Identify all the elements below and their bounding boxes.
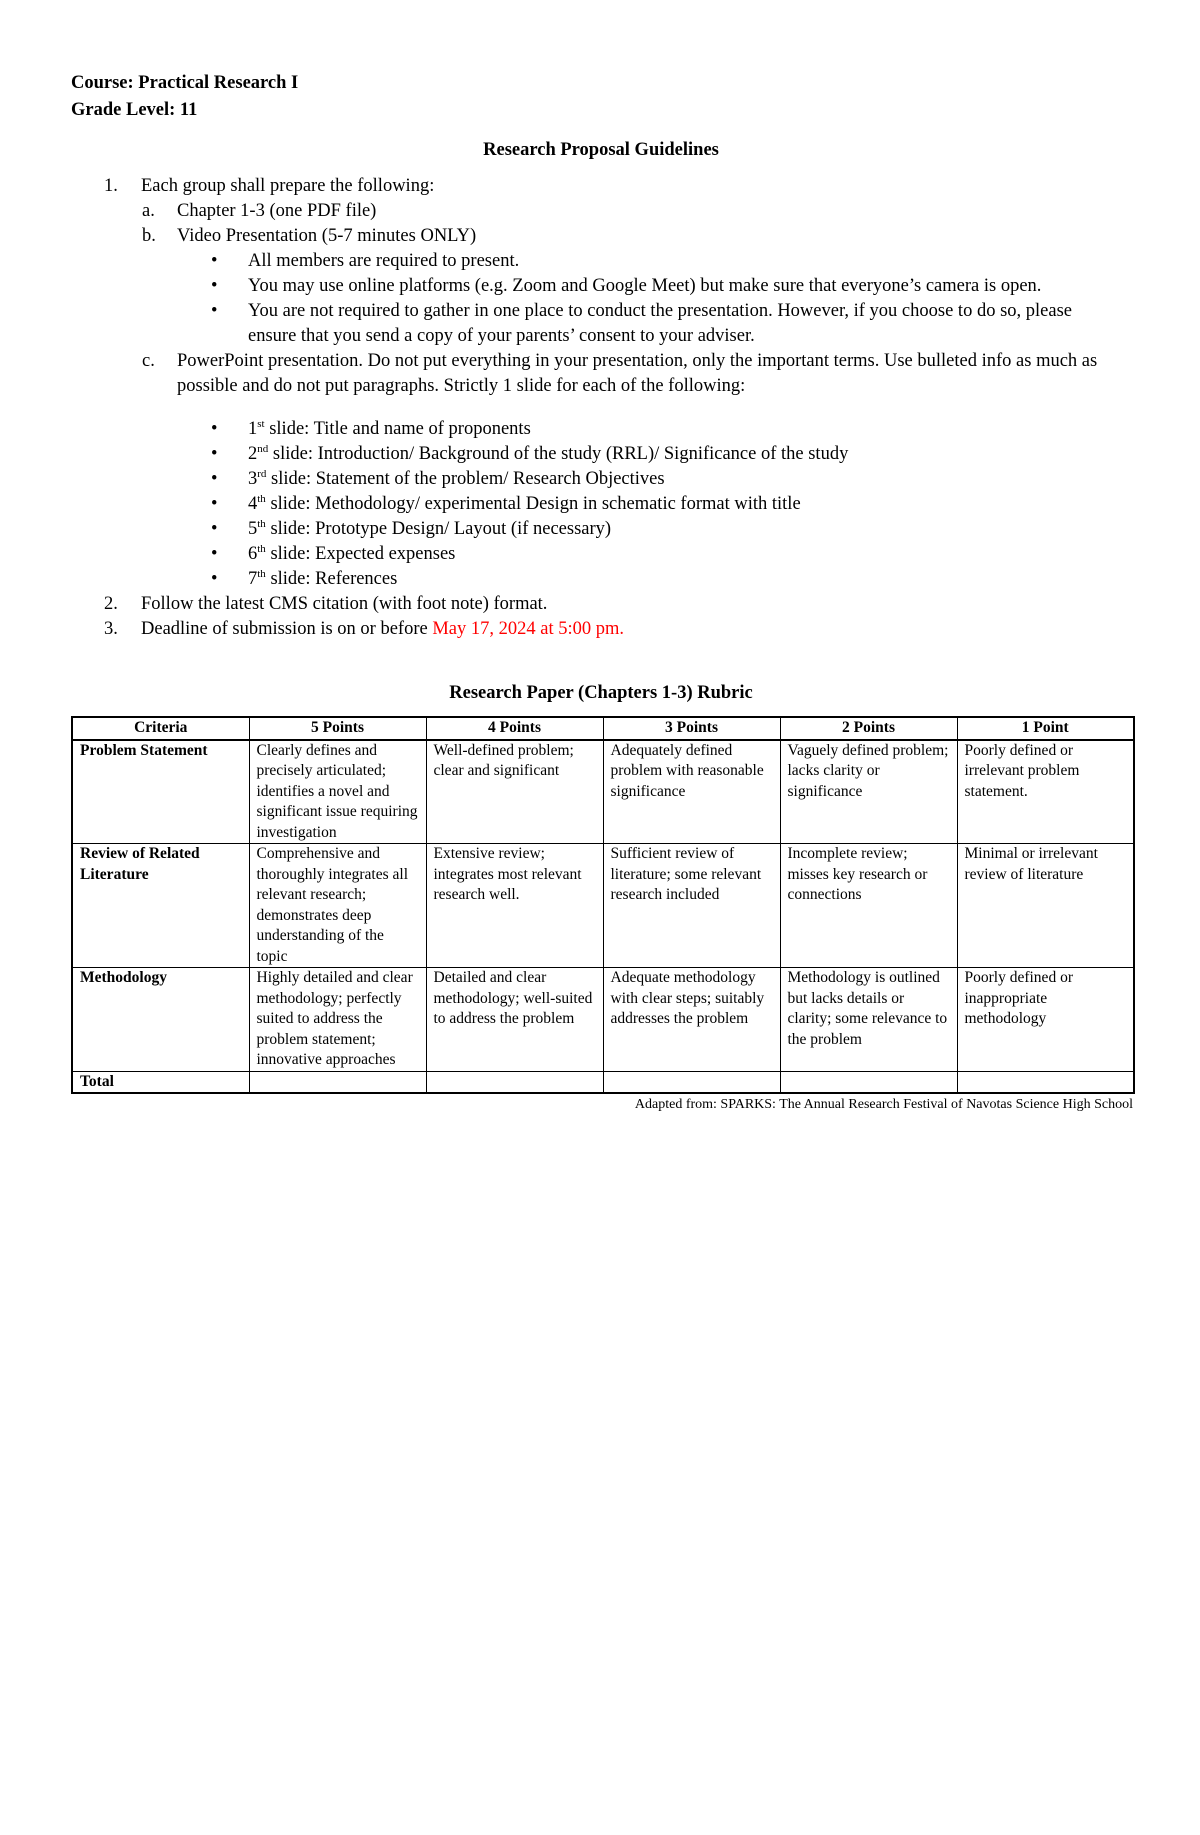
slide-item: • 1st slide: Title and name of proponents: [211, 418, 531, 439]
table-row-total: [72, 1071, 1134, 1093]
list-item: 2. Follow the latest CMS citation (with foot note) format.: [104, 594, 548, 614]
table-cell: Incomplete review; misses key research or connections: [780, 844, 957, 968]
table-row: [72, 968, 1134, 1072]
table-cell: Adequately defined problem with reasonable significance: [603, 740, 780, 844]
table-cell: [957, 1071, 1134, 1093]
guidelines-title: Research Proposal Guidelines: [483, 140, 719, 160]
bullet-item: • You may use online platforms (e.g. Zoom and Google Meet) but make sure that everyone’s camera is open.: [211, 276, 1042, 296]
bullet-item: • All members are required to present.: [211, 251, 520, 271]
slide-item: • 4th slide: Methodology/ experimental Design in schematic format with title: [211, 493, 801, 514]
table-cell: Vaguely defined problem; lacks clarity or significance: [780, 740, 957, 844]
list-item: 3. Deadline of submission is on or before May 17, 2024 at 5:00 pm.: [104, 619, 624, 639]
column-header: 4 Points: [426, 717, 603, 740]
list-item: a. Chapter 1-3 (one PDF file): [142, 201, 377, 221]
column-header: 2 Points: [780, 717, 957, 740]
column-header: 3 Points: [603, 717, 780, 740]
criteria-cell: Total: [72, 1071, 249, 1093]
table-cell: Adequate methodology with clear steps; suitably addresses the problem: [603, 968, 780, 1072]
deadline-date: May 17, 2024 at 5:00 pm.: [432, 619, 624, 639]
slide-item: • 7th slide: References: [211, 568, 398, 589]
course-line: Course: Practical Research I: [71, 73, 299, 93]
bullet-item: • You are not required to gather in one place to conduct the presentation. However, if you choose to do so, please ensure that you send a copy of your parents’ consent to your adviser.: [211, 301, 1072, 346]
table-cell: Extensive review; integrates most relevant research well.: [426, 844, 603, 968]
table-row: [72, 740, 1134, 844]
list-item: 1. Each group shall prepare the following:: [104, 176, 435, 196]
slide-item: • 3rd slide: Statement of the problem/ Research Objectives: [211, 468, 665, 489]
table-cell: Highly detailed and clear methodology; perfectly suited to address the problem statement; innovative approaches: [249, 968, 426, 1072]
table-cell: Poorly defined or inappropriate methodology: [957, 968, 1134, 1072]
list-item: b. Video Presentation (5-7 minutes ONLY): [142, 226, 477, 246]
list-item: c. PowerPoint presentation. Do not put everything in your presentation, only the important terms. Use bulleted info as much as possible and do not put paragraphs. Strictly 1 slide for each of the following:: [142, 351, 1098, 396]
table-cell: Comprehensive and thoroughly integrates all relevant research; demonstrates deep understanding of the topic: [249, 844, 426, 968]
table-cell: Methodology is outlined but lacks details or clarity; some relevance to the problem: [780, 968, 957, 1072]
slide-item: • 6th slide: Expected expenses: [211, 543, 456, 564]
table-cell: [780, 1071, 957, 1093]
rubric-title: Research Paper (Chapters 1-3) Rubric: [449, 683, 753, 703]
criteria-cell: Problem Statement: [72, 740, 249, 844]
source-note: Adapted from: SPARKS: The Annual Research Festival of Navotas Science High School: [634, 1097, 1133, 1112]
table-cell: Well-defined problem; clear and significant: [426, 740, 603, 844]
table-header-row: [72, 717, 1134, 740]
table-cell: [603, 1071, 780, 1093]
table-cell: Minimal or irrelevant review of literature: [957, 844, 1134, 968]
document-page: [71, 70, 1131, 1114]
column-header: 1 Point: [957, 717, 1134, 740]
grade-level-line: Grade Level: 11: [71, 100, 198, 120]
table-row: [72, 844, 1134, 968]
slide-item: • 5th slide: Prototype Design/ Layout (if necessary): [211, 518, 612, 539]
criteria-cell: Review of Related Literature: [72, 844, 249, 968]
table-cell: Detailed and clear methodology; well-suited to address the problem: [426, 968, 603, 1072]
criteria-cell: Methodology: [72, 968, 249, 1072]
table-cell: Sufficient review of literature; some relevant research included: [603, 844, 780, 968]
slide-item: • 2nd slide: Introduction/ Background of the study (RRL)/ Significance of the study: [211, 443, 849, 464]
rubric-table: [71, 716, 1135, 1094]
table-cell: [249, 1071, 426, 1093]
column-header: 5 Points: [249, 717, 426, 740]
table-cell: [426, 1071, 603, 1093]
column-header: Criteria: [72, 717, 249, 740]
table-cell: Poorly defined or irrelevant problem statement.: [957, 740, 1134, 844]
table-cell: Clearly defines and precisely articulated; identifies a novel and significant issue requiring investigation: [249, 740, 426, 844]
